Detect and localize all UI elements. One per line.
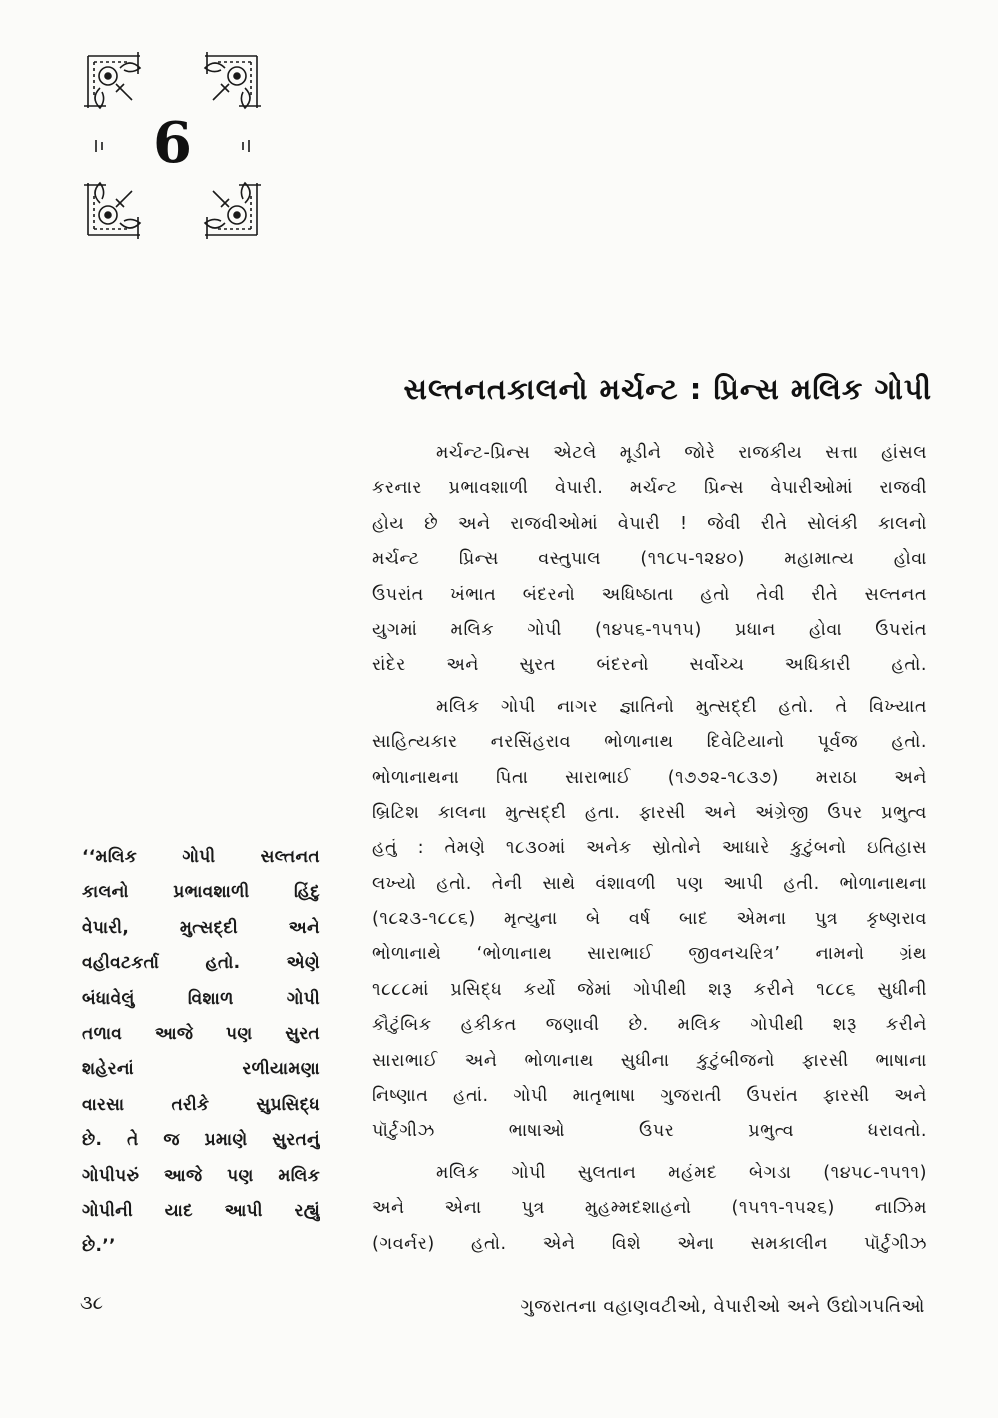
quote-line: બંધાવેલું વિશાળ ગોપી — [82, 988, 320, 1009]
page-number: ૩૮ — [80, 1292, 104, 1314]
text-line: નિષ્ણાત હતાં. ગોપી માતૃભાષા ગુજરાતી ઉપરાંત ફારસી અને — [372, 1086, 927, 1107]
quote-line: વહીવટકર્તા હતો. એણે — [82, 953, 320, 974]
paragraph — [372, 690, 927, 1150]
text-line: હોય છે અને રાજવીઓમાં વેપારી ! જેવી રીતે સોલંકી કાલનો — [372, 513, 927, 534]
quote-line: ગોપીપરું આજે પણ મલિક — [82, 1165, 320, 1186]
quote-line: વેપારી, મુત્સદ્દી અને — [82, 917, 320, 938]
text-line: ૧૮૮૮માં પ્રસિદ્ધ કર્યો જેમાં ગોપીથી શરૂ કરીને ૧૮૮૬ સુધીની — [372, 979, 927, 1000]
quote-line: વારસા તરીકે સુપ્રસિદ્ધ — [82, 1094, 320, 1115]
text-line: મલિક ગોપી નાગર જ્ઞાતિનો મુત્સદ્દી હતો. તે વિખ્યાત — [436, 696, 927, 717]
quote-line: કાલનો પ્રભાવશાળી હિંદુ — [82, 882, 320, 903]
text-line: સારાભાઈ અને ભોળાનાથ સુધીના કુટુંબીજનો ફારસી ભાષાના — [372, 1050, 927, 1071]
text-line: (૧૮૨૩-૧૮૮૬) મૃત્યુના બે વર્ષ બાદ એમના પુત્ર કૃષ્ણરાવ — [372, 909, 927, 930]
text-line: સાહિત્યકાર નરસિંહરાવ ભોળાનાથ દિવેટિયાનો પૂર્વજ હતો. — [372, 732, 927, 753]
text-line: યુગમાં મલિક ગોપી (૧૪૫૬-૧૫૧૫) પ્રધાન હોવા ઉપરાંત — [372, 619, 927, 640]
text-line: કૌટુંબિક હકીકત જણાવી છે. મલિક ગોપીથી શરૂ કરીને — [372, 1015, 927, 1036]
quote-line: છે. તે જ પ્રમાણે સુરતનું — [82, 1130, 320, 1151]
text-line: મલિક ગોપી સુલતાન મહંમદ બેગડા (૧૪૫૮-૧૫૧૧) — [436, 1162, 927, 1183]
quote-line: તળાવ આજે પણ સુરત — [82, 1023, 320, 1044]
text-line: પૉર્ટુગીઝ ભાષાઓ ઉપર પ્રભુત્વ ધરાવતો. — [372, 1121, 927, 1142]
quote-line: ગોપીની યાદ આપી રહ્યું — [82, 1200, 320, 1221]
paragraph — [372, 1156, 927, 1262]
chapter-number: 6 — [153, 110, 192, 176]
chapter-title: સલ્તનતકાલનો મર્ચન્ટ : પ્રિન્સ મલિક ગોપી — [403, 372, 932, 406]
paragraph — [372, 436, 927, 684]
quote-line: શહેરનાં રળીયામણા — [82, 1059, 320, 1080]
running-footer: ગુજરાતના વહાણવટીઓ, વેપારીઓ અને ઉદ્યોગપતિઓ — [520, 1296, 925, 1317]
text-line: ભોળાનાથે ‘ભોળાનાથ સારાભાઈ જીવનચરિત્ર’ નામનો ગ્રંથ — [372, 944, 927, 965]
text-line: મર્ચન્ટ પ્રિન્સ વસ્તુપાલ (૧૧૮૫-૧૨૪૦) મહામાત્ય હોવા — [372, 549, 927, 570]
text-line: બ્રિટિશ કાલના મુત્સદ્દી હતા. ફારસી અને અંગ્રેજી ઉપર પ્રભુત્વ — [372, 802, 927, 823]
text-line: ભોળાનાથના પિતા સારાભાઈ (૧૭૭૨-૧૮૩૭) મરાઠા અને — [372, 767, 927, 788]
text-line: લખ્યો હતો. તેની સાથે વંશાવળી પણ આપી હતી. ભોળાનાથના — [372, 873, 927, 894]
chapter-ornament-frame — [80, 48, 265, 243]
quote-line: ‘‘મલિક ગોપી સલ્તનત — [82, 847, 320, 867]
text-line: કરનાર પ્રભાવશાળી વેપારી. મર્ચન્ટ પ્રિન્સ વેપારીઓમાં રાજવી — [372, 478, 927, 499]
quote-line: છે.’’ — [82, 1236, 116, 1257]
body-text — [372, 436, 927, 1268]
pull-quote — [82, 840, 320, 1265]
text-line: (ગવર્નર) હતો. એને વિશે એના સમકાલીન પૉર્ટુગીઝ — [372, 1233, 927, 1254]
text-line: ઉપરાંત ખંભાત બંદરનો અધિષ્ઠાતા હતો તેવી રીતે સલ્તનત — [372, 584, 927, 605]
text-line: અને એના પુત્ર મુહમ્મદશાહનો (૧૫૧૧-૧૫૨૬) નાઝિમ — [372, 1198, 927, 1219]
text-line: મર્ચન્ટ-પ્રિન્સ એટલે મૂડીને જોરે રાજકીય સત્તા હાંસલ — [436, 443, 927, 463]
text-line: હતું : તેમણે ૧૮૩૦માં અનેક સ્રોતોને આધારે કુટુંબનો ઇતિહાસ — [372, 838, 927, 859]
text-line: રાંદેર અને સુરત બંદરનો સર્વોચ્ચ અધિકારી હતો. — [372, 655, 927, 676]
